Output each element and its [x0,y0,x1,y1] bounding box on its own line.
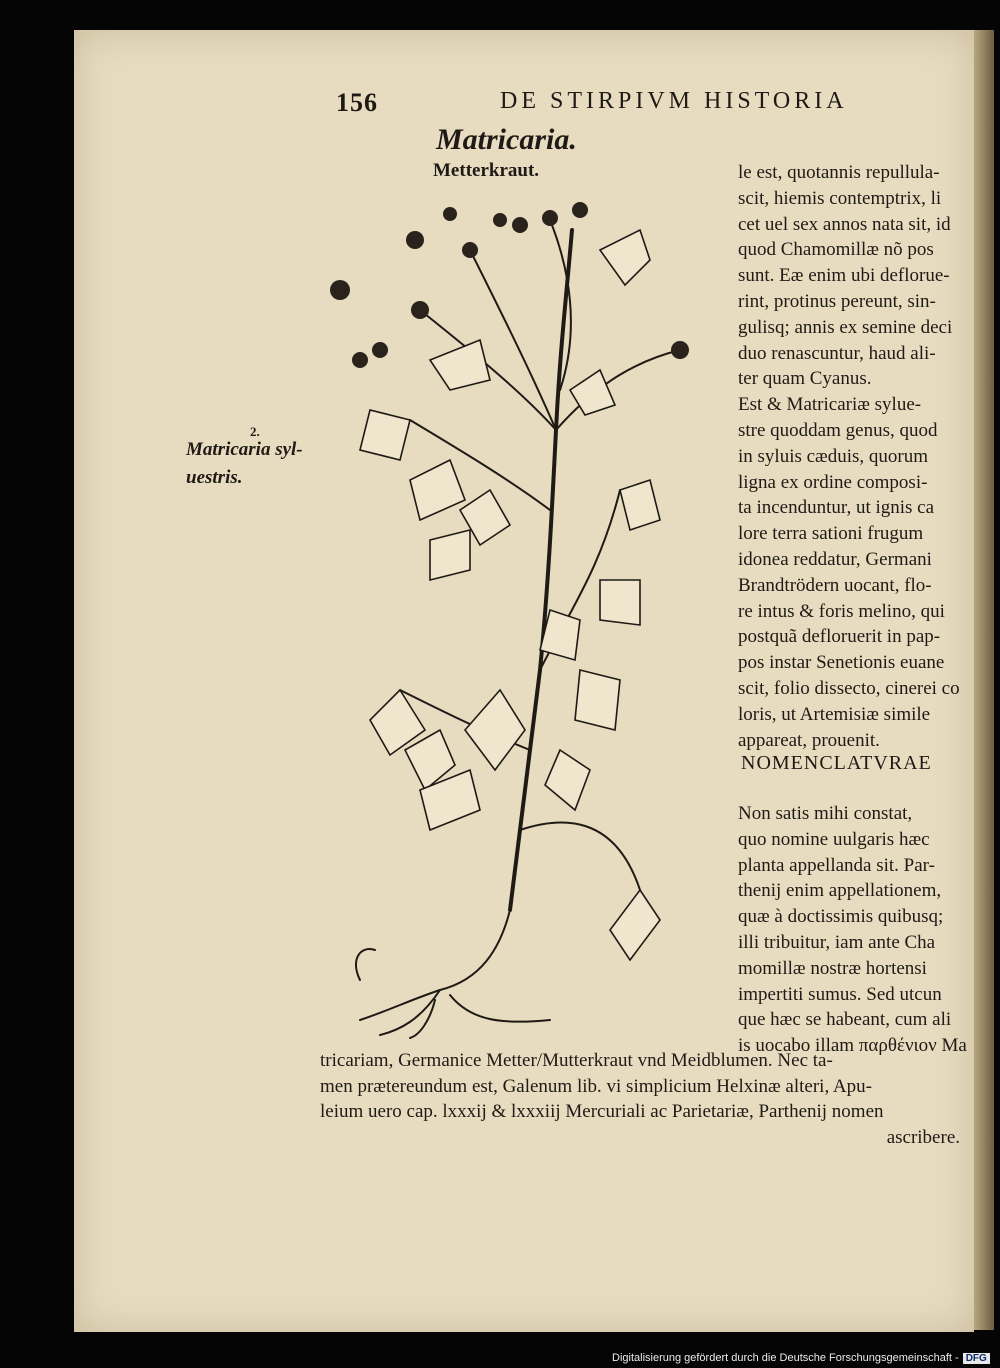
text-line: lore terra sationi frugum [738,523,924,545]
text-line: planta appellanda sit. Par- [738,854,935,876]
section-heading: NOMENCLATVRAE [741,752,932,774]
text-line: pos instar Senetionis euane [738,652,945,674]
text-line: Brandtrödern uocant, flo- [738,574,932,596]
text-line: que hæc se habeant, cum ali [738,1009,952,1031]
text-line: le est, quotannis repullula- [738,162,940,183]
margin-number: 2. [250,424,260,439]
text-line: tricariam, Germanice Metter/Mutterkraut vnd Meidblumen. Nec ta- [320,1050,833,1071]
entry-german-name: Metterkraut. [433,160,540,181]
text-line: re intus & foris melino, qui [738,600,945,622]
text-line: impertiti sumus. Sed utcun [738,983,942,1005]
text-line: thenij enim appellationem, [738,880,942,902]
text-line: cet uel sex annos nata sit, id [738,213,951,235]
text-line: momillæ nostræ hortensi [738,957,927,979]
text-line: quo nomine uulgaris hæc [738,828,930,850]
text-line: loris, ut Artemisiæ simile [738,703,931,725]
text-line: Non satis mihi constat, [738,803,913,824]
text-line: men prætereundum est, Galenum lib. vi simplicium Helxinæ alteri, Apu- [320,1075,872,1097]
text-line: sunt. Eæ enim ubi deflorue- [738,265,950,287]
page-number: 156 [336,88,378,117]
text-line: ta incenduntur, ut ignis ca [738,497,935,519]
margin-note-line: uestris. [186,467,243,488]
text-line: duo renascuntur, haud ali- [738,342,936,364]
text-bottom-block [320,1048,960,1150]
text-line: illi tribuitur, iam ante Cha [738,931,936,953]
text-line: ascribere. [886,1126,960,1148]
text-line: leium uero cap. lxxxij & lxxxiij Mercuriali ac Parietariæ, Parthenij nomen [320,1101,884,1122]
digitization-credit [612,1352,990,1364]
text-line: scit, hiemis contemptrix, li [738,187,942,209]
text-line: in syluis cæduis, quorum [738,445,929,467]
plant-woodcut-illustration [320,190,720,1040]
text-line: ter quam Cyanus. [738,368,872,390]
text-column-1 [738,160,960,753]
text-line: Est & Matricariæ sylue- [738,394,922,416]
text-line: ligna ex ordine composi- [738,471,928,493]
text-line: is uocabo illam παρθένιον Ma [738,1035,967,1057]
text-line: postquã defloruerit in pap- [738,626,941,648]
text-line: rint, protinus pereunt, sin- [738,290,936,312]
margin-note [186,436,303,492]
margin-note-line: Matricaria syl- [186,439,303,460]
dfg-logo: DFG [963,1353,990,1364]
text-line: gulisq; annis ex semine deci [738,316,953,338]
text-line: scit, folio dissecto, cinerei co [738,677,960,699]
running-title: DE STIRPIVM HISTORIA [500,88,848,114]
text-line: stre quoddam genus, quod [738,419,938,441]
text-column-2 [738,801,967,1059]
text-line: quæ à doctissimis quibusq; [738,906,944,928]
text-line: appareat, prouenit. [738,729,880,751]
credit-text: Digitalisierung gefördert durch die Deutsche Forschungsgemeinschaft - [612,1352,959,1364]
text-line: quod Chamomillæ nõ pos [738,239,934,261]
text-line: idonea reddatur, Germani [738,548,932,570]
entry-title: Matricaria. [436,123,577,156]
